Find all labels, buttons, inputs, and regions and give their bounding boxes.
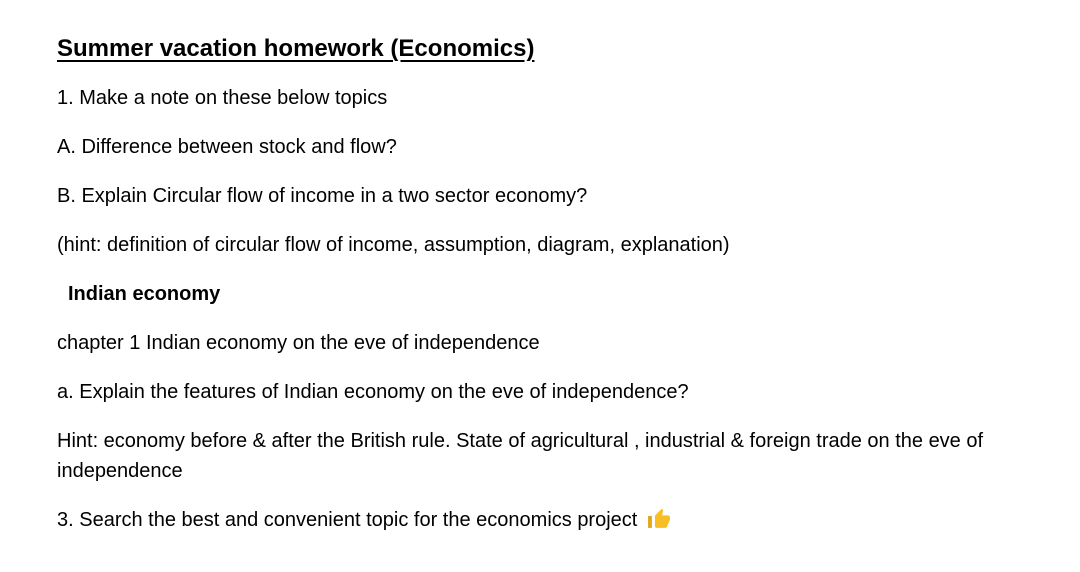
item-b-circular-flow: B. Explain Circular flow of income in a two sector economy?: [57, 185, 588, 207]
thumbs-up-icon: [646, 506, 671, 531]
item-a-features-indian-economy: a. Explain the features of Indian economy on the eve of independence?: [57, 381, 689, 403]
item-3-text: 3. Search the best and convenient topic for the economics project: [57, 509, 638, 531]
hint-british-rule-paragraph: Hint: economy before & after the British rule. State of agricultural , industrial & foreign trade on the eve of independence: [57, 430, 984, 482]
item-3-economics-project: [57, 505, 1040, 535]
document-title-text: Summer vacation homework (Economics): [57, 35, 535, 62]
document-title: [57, 34, 1040, 64]
hint-circular-flow: (hint: definition of circular flow of income, assumption, diagram, explanation): [57, 234, 730, 256]
item-a-stock-and-flow: A. Difference between stock and flow?: [57, 136, 397, 158]
item-1-make-a-note: 1. Make a note on these below topics: [57, 87, 388, 109]
chapter-1-line: chapter 1 Indian economy on the eve of independence: [57, 332, 540, 354]
section-heading-indian-economy: Indian economy: [68, 283, 221, 305]
